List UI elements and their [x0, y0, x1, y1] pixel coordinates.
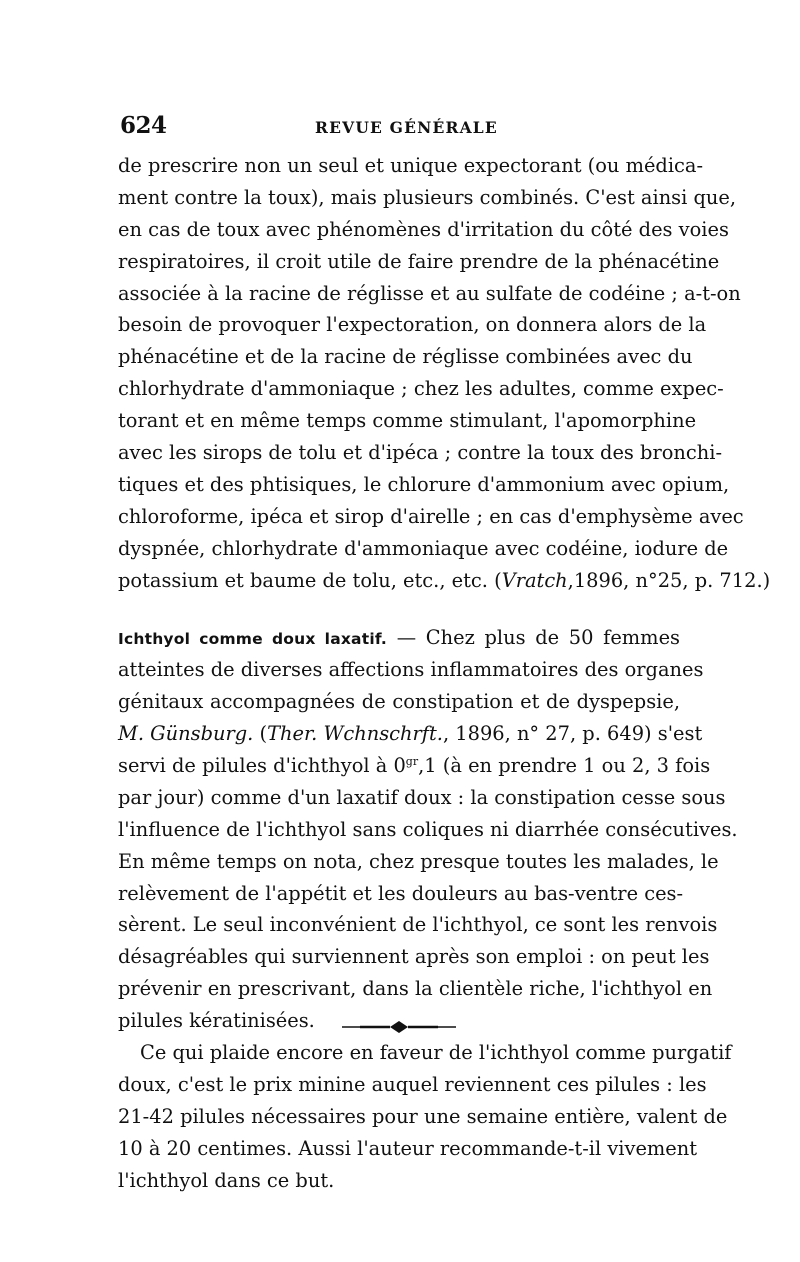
- text-line: désagréables qui surviennent après son emploi : on peut les: [118, 945, 710, 969]
- citation-details: ,1896, n°25, p. 712.): [567, 568, 771, 592]
- text-line: pilules kératinisées.: [118, 1009, 315, 1033]
- text-line: 10 à 20 centimes. Aussi l'auteur recommande-t-il vivement: [118, 1136, 698, 1160]
- paragraph-price: [118, 1037, 732, 1196]
- text-line: relèvement de l'appétit et les douleurs au bas-ventre ces-: [118, 881, 684, 905]
- section-end-ornament-icon: [340, 1020, 458, 1034]
- author-name: M. Günsburg.: [118, 722, 254, 746]
- unit-superscript: gr: [405, 755, 419, 769]
- text-line: chlorhydrate d'ammoniaque ; chez les adultes, comme expec-: [118, 377, 724, 401]
- text-line: atteintes de diverses affections inflammatoires des organes: [118, 658, 704, 682]
- page-number: 624: [120, 112, 167, 139]
- journal-name: Ther. Wchnschrft.: [267, 722, 443, 746]
- text-line: avec les sirops de tolu et d'ipéca ; contre la toux des bronchi-: [118, 441, 722, 465]
- text-line: chloroforme, ipéca et sirop d'airelle ; en cas d'emphysème avec: [118, 504, 744, 528]
- text-line: associée à la racine de réglisse et au sulfate de codéine ; a-t-on: [118, 281, 741, 305]
- text-line: dyspnée, chlorhydrate d'ammoniaque avec codéine, iodure de: [118, 536, 729, 560]
- text-line: doux, c'est le prix minine auquel reviennent ces pilules : les: [118, 1072, 707, 1096]
- text-line: sèrent. Le seul inconvénient de l'ichthyol, ce sont les renvois: [118, 913, 718, 937]
- text-line-dose: servi de pilules d'ichthyol à $0^{gr},1$ (à en prendre 1 ou 2, 3 fois: [118, 754, 711, 778]
- text-line: ment contre la toux), mais plusieurs combinés. C'est ainsi que,: [118, 185, 737, 209]
- section-title: Ichthyol comme doux laxatif.: [118, 630, 388, 649]
- text-line: besoin de provoquer l'expectoration, on donnera alors de la: [118, 313, 707, 337]
- page-header: [120, 112, 680, 142]
- text-line: 21-42 pilules nécessaires pour une semaine entière, valent de: [118, 1104, 728, 1128]
- text-line-citation: [118, 565, 771, 597]
- source-journal: Vratch: [501, 568, 568, 592]
- text-line: de prescrire non un seul et unique expectorant (ou médica-: [118, 154, 704, 177]
- text-line-reference: M. Günsburg. (Ther. Wchnschrft., 1896, n° 27, p. 649) s'est: [118, 722, 703, 746]
- text-line: par jour) comme d'un laxatif doux : la constipation cesse sous: [118, 785, 726, 809]
- text-line: l'ichthyol dans ce but.: [118, 1168, 335, 1192]
- text-line: torant et en même temps comme stimulant, l'apomorphine: [118, 409, 697, 433]
- paragraph-expectorants: [118, 150, 771, 596]
- text-line: l'influence de l'ichthyol sans coliques ni diarrhée consécutives.: [118, 817, 738, 841]
- text-line: génitaux accompagnées de constipation et de dyspepsie,: [118, 690, 680, 714]
- text-line: respiratoires, il croit utile de faire prendre de la phénacétine: [118, 249, 720, 273]
- text-line: prévenir en prescrivant, dans la clientèle riche, l'ichthyol en: [118, 977, 713, 1001]
- citation-text: potassium et baume de tolu, etc., etc. (: [118, 568, 502, 592]
- text-line-indented: Ce qui plaide encore en faveur de l'ichthyol comme purgatif: [140, 1041, 732, 1065]
- article-body: [118, 150, 771, 1197]
- section-text: — Chez plus de 50 femmes: [387, 626, 680, 650]
- text-line: en cas de toux avec phénomènes d'irritation du côté des voies: [118, 217, 729, 241]
- section-heading-line: [118, 622, 680, 654]
- section-ichthyol: [118, 622, 738, 1037]
- running-title: REVUE GÉNÉRALE: [315, 118, 498, 137]
- text-line: En même temps on nota, chez presque toutes les malades, le: [118, 849, 719, 873]
- text-line: phénacétine et de la racine de réglisse combinées avec du: [118, 345, 693, 369]
- text-line: tiques et des phtisiques, le chlorure d'ammonium avec opium,: [118, 472, 730, 496]
